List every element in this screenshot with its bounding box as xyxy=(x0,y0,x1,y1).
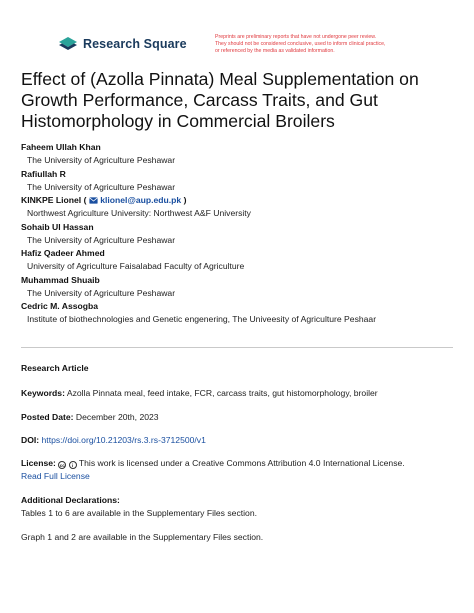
keywords-value: Azolla Pinnata meal, feed intake, FCR, carcass traits, gut histomorphology, broiler xyxy=(66,388,378,398)
author-entry xyxy=(21,194,461,221)
author-affiliation: Northwest Agriculture University: Northwest A&F University xyxy=(27,208,251,218)
creative-commons-icon: cc xyxy=(59,463,65,468)
doi-link[interactable]: https://doi.org/10.21203/rs.3.rs-3712500/v1 xyxy=(41,435,206,445)
logo-text: Research Square xyxy=(83,37,187,51)
read-full-license-link[interactable]: Read Full License xyxy=(21,471,90,481)
email-open-paren: ( xyxy=(83,195,87,205)
author-entry xyxy=(21,168,461,195)
author-name[interactable]: Sohaib Ul Hassan xyxy=(21,221,94,232)
author-entry xyxy=(21,141,461,168)
author-name-with-email xyxy=(21,194,461,207)
additional-declarations-label: Additional Declarations: xyxy=(21,495,120,505)
additional-declarations xyxy=(21,494,461,520)
author-name[interactable]: Rafiullah R xyxy=(21,168,66,179)
author-affiliation: University of Agriculture Faisalabad Faculty of Agriculture xyxy=(27,261,245,271)
author-affiliation: The University of Agriculture Peshawar xyxy=(27,155,176,165)
keywords-label: Keywords: xyxy=(21,388,65,398)
author-list xyxy=(21,141,461,327)
author-entry xyxy=(21,247,461,274)
attribution-icon: i xyxy=(69,461,77,469)
keywords-row xyxy=(21,387,461,400)
author-entry xyxy=(21,274,461,301)
license-text: This work is licensed under a Creative Commons Attribution 4.0 International License. xyxy=(78,458,405,468)
posted-date-label: Posted Date: xyxy=(21,412,74,422)
author-name[interactable]: Faheem Ullah Khan xyxy=(21,142,101,152)
section-divider xyxy=(21,347,453,348)
author-name[interactable]: KINKPE Lionel xyxy=(21,195,82,205)
preprint-disclaimer: Preprints are preliminary reports that have not undergone peer review. They should not be considered conclusive, used to inform clinical practice, or referenced by the media as validated information. xyxy=(215,34,386,54)
author-affiliation: The University of Agriculture Peshawar xyxy=(27,287,176,298)
paper-title: Effect of (Azolla Pinnata) Meal Supplementation on Growth Performance, Carcass Traits, and Gut Histomorphology in Commercial Broilers xyxy=(21,69,419,131)
envelope-icon xyxy=(89,197,98,204)
posted-date-row xyxy=(21,411,461,424)
doi-row xyxy=(21,434,461,447)
author-affiliation: Institute of biothechnologies and Genetic engenering, The Univeesity of Agriculture Peshaar xyxy=(27,314,377,324)
article-type xyxy=(21,362,461,375)
author-affiliation: The University of Agriculture Peshawar xyxy=(27,181,176,192)
author-entry xyxy=(21,221,461,248)
article-type-label: Research Article xyxy=(21,363,89,373)
doi-label: DOI: xyxy=(21,435,40,445)
author-name[interactable]: Hafiz Qadeer Ahmed xyxy=(21,248,105,258)
license-label: License: xyxy=(21,458,56,468)
author-name[interactable]: Muhammad Shuaib xyxy=(21,274,100,285)
research-square-logo-icon xyxy=(57,36,79,52)
declaration-line: Graph 1 and 2 are available in the Supplementary Files section. xyxy=(21,532,264,542)
research-square-logo[interactable] xyxy=(57,36,187,52)
header xyxy=(0,0,474,60)
declaration-line: Tables 1 to 6 are available in the Supplementary Files section. xyxy=(21,508,257,518)
author-name[interactable]: Cedric M. Assogba xyxy=(21,301,99,311)
author-entry xyxy=(21,300,461,327)
author-email-link[interactable]: klionel@aup.edu.pk xyxy=(100,195,182,205)
email-close-paren: ) xyxy=(183,195,187,205)
author-affiliation: The University of Agriculture Peshawar xyxy=(27,234,176,245)
license-row xyxy=(21,457,461,483)
posted-date-value: December 20th, 2023 xyxy=(75,412,159,422)
additional-declarations-second xyxy=(21,531,461,544)
